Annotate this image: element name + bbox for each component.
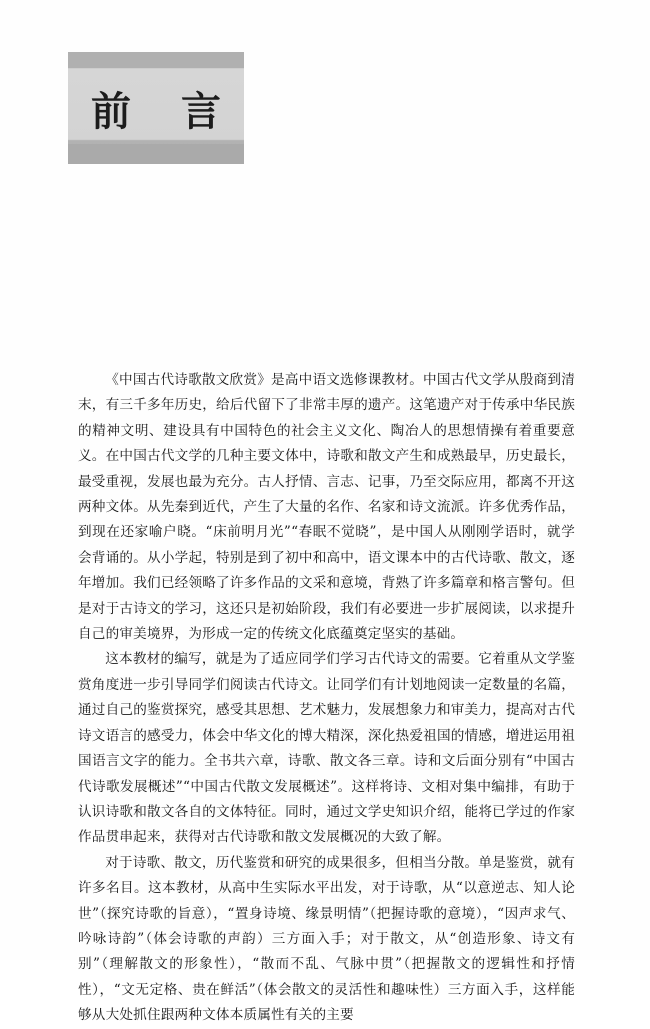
banner-top-band — [68, 52, 244, 68]
paragraph-1: 《中国古代诗歌散文欣赏》是高中语文选修课教材。中国古代文学从殷商到清末，有三千多年历史，给后代留下了非常丰厚的遗产。这笔遗产对于传承中华民族的精神文明、建设具有中国特色的社会主义文化、陶冶人的思想情操有着重要意义。在中国古代文学的几种主要文体中，诗歌和散文产生和成熟最早，历史最长，最受重视，发展也最为充分。古人抒情、言志、记事，乃至交际应用，都离不开这两种文体。从先秦到近代，产生了大量的名作、名家和诗文流派。许多优秀作品，到现在还家喻户晓。“床前明月光”“春眠不觉晓”，是中国人从刚刚学语时，就学会背诵的。从小学起，特别是到了初中和高中，语文课本中的古代诗歌、散文，逐年增加。我们已经领略了许多作品的文采和意境，背熟了许多篇章和格言警句。但是对于古诗文的学习，这还只是初始阶段，我们有必要进一步扩展阅读，以求提升自己的审美境界，为形成一定的传统文化底蕴奠定坚实的基础。 — [78, 372, 575, 643]
page-title: 前 言 — [91, 87, 239, 135]
body-text — [78, 368, 575, 1029]
paragraph-3: 对于诗歌、散文，历代鉴赏和研究的成果很多，但相当分散。单是鉴赏，就有许多名目。这本教材，从高中生实际水平出发，对于诗歌，从“以意逆志、知人论世”（探究诗歌的旨意），“置身诗境、缘景明情”（把握诗歌的意境），“因声求气、吟咏诗韵”（体会诗歌的声韵）三方面入手；对于散文，从“创造形象、诗文有别”（理解散文的形象性），“散而不乱、气脉中贯”（把握散文的逻辑性和抒情性），“文无定格、贵在鲜活”（体会散文的灵活性和趣味性）三方面入手，这样能够从大处抓住跟两种文体本质属性有关的主要 — [78, 854, 575, 1024]
preface-title-banner — [68, 52, 244, 164]
banner-bottom-band — [68, 144, 244, 164]
paragraph-2: 这本教材的编写，就是为了适应同学们学习古代诗文的需要。它着重从文学鉴赏角度进一步引导同学们阅读古代诗文。让同学们有计划地阅读一定数量的名篇，通过自己的鉴赏探究，感受其思想、艺术魅力，发展想象力和审美力，提高对古代诗文语言的感受力，体会中华文化的博大精深，深化热爱祖国的情感，增进运用祖国语言文字的能力。全书共六章，诗歌、散文各三章。诗和文后面分别有“中国古代诗歌发展概述”“中国古代散文发展概述”。这样将诗、文相对集中编排，有助于认识诗歌和散文各自的文体特征。同时，通过文学史知识介绍，能将已学过的作家作品贯串起来，获得对古代诗歌和散文发展概况的大致了解。 — [78, 651, 575, 846]
